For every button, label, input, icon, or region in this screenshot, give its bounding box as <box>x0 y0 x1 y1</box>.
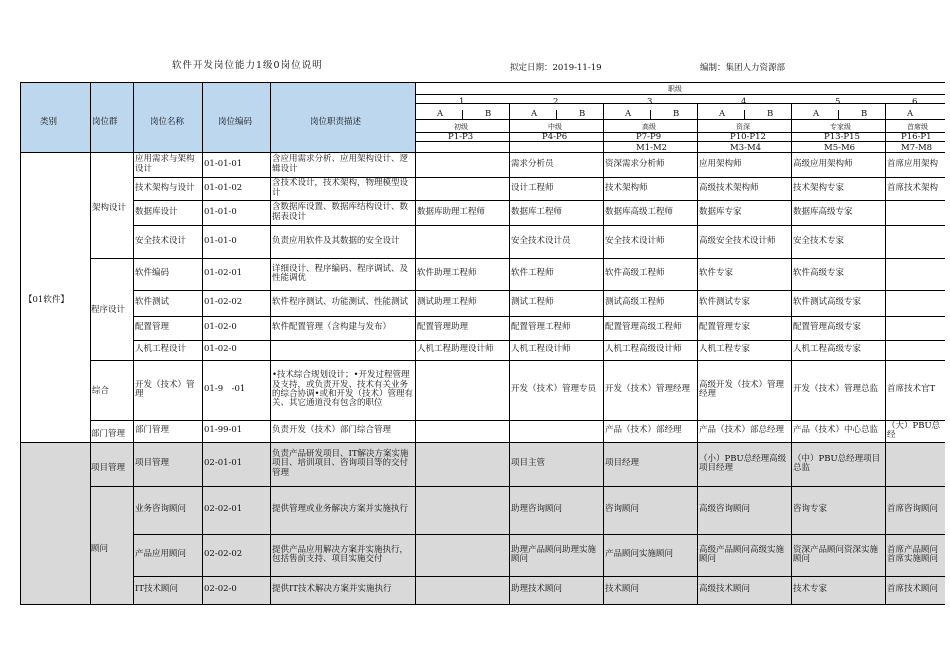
position-name: 部门管理 <box>135 425 170 436</box>
level6-title <box>887 340 944 360</box>
level-number: 4 <box>741 97 747 107</box>
level4-title: 应用架构师 <box>699 158 742 169</box>
position-code: 02-02-02 <box>204 549 243 560</box>
level6-title: 首席产品顾问首席实施顾问 <box>887 544 939 564</box>
level3-title: 产品顾问实施顾问 <box>605 549 674 560</box>
level1-title <box>417 225 508 258</box>
level5-title: 配置管理高级专家 <box>793 322 862 333</box>
level6-title: 首席咨询顾问 <box>887 504 939 515</box>
level3-title: 产品（技术）部经理 <box>605 425 682 436</box>
position-name: IT技术顾问 <box>135 584 179 595</box>
level6-title: 首席技术官T <box>887 384 936 395</box>
position-duty: 提供管理或业务解决方案并实施执行 <box>272 504 409 515</box>
level3-title: 技术顾问 <box>605 584 640 595</box>
position-name: 软件编码 <box>135 268 170 279</box>
level6-title <box>887 258 944 290</box>
position-name: 开发（技术）管理 <box>135 379 195 399</box>
position-duty: 负责产品研发项目、IT解决方案实施项目、培训项目、咨询项目等的交付管理 <box>272 448 409 478</box>
level-sub-b: B <box>673 109 680 119</box>
level3-title: 项目经理 <box>605 458 640 469</box>
position-code: 01-99-01 <box>204 425 243 436</box>
position-name: 技术架构与设计 <box>135 182 195 193</box>
header-group: 岗位群 <box>92 117 118 127</box>
position-code: 01-02-0 <box>204 322 237 333</box>
position-code: 01-9 -01 <box>204 384 246 395</box>
level5-title: 安全技术专家 <box>793 235 845 246</box>
level2-title: 数据库工程师 <box>511 206 563 217</box>
level1-title <box>417 420 508 442</box>
level6-title: （大）PBU总经 <box>887 420 941 440</box>
level5-title: 软件测试高级专家 <box>793 297 862 308</box>
position-name: 产品应用顾问 <box>135 549 187 560</box>
position-duty: 负责应用软件及其数据的安全设计 <box>272 235 400 246</box>
level4-title: 软件测试专家 <box>699 297 751 308</box>
level-grade: P7-P9 <box>636 132 662 142</box>
level5-title: 技术架构专家 <box>793 182 845 193</box>
level2-title: 开发（技术）管理专员 <box>511 384 597 395</box>
level-grade: P10-P12 <box>730 132 766 142</box>
level2-title: 测试工程师 <box>511 297 554 308</box>
level-title: 资深 <box>736 123 750 131</box>
level4-title: （小）PBU总经理高级项目经理 <box>699 453 787 473</box>
level-title: 高级 <box>642 123 656 131</box>
level6-title <box>887 225 944 258</box>
position-name: 软件测试 <box>135 297 170 308</box>
level1-title: 软件助理工程师 <box>417 268 477 279</box>
level1-title <box>417 152 508 177</box>
page-title: 软件开发岗位能力1级0岗位说明 <box>172 60 323 71</box>
header-duty: 岗位职责描述 <box>310 117 362 127</box>
level-sub-a: A <box>625 109 632 119</box>
level1-title: 数据库助理工程师 <box>417 206 486 217</box>
level-number: 6 <box>912 97 918 107</box>
level3-title: 测试高级工程师 <box>605 297 665 308</box>
group-consult: 顾问 <box>91 544 109 554</box>
level2-title: 人机工程设计师 <box>511 344 571 355</box>
position-name: 数据库设计 <box>135 206 178 217</box>
level5-title: 开发（技术）管理总监 <box>793 384 879 395</box>
level1-title <box>417 486 508 534</box>
level-mgrade: M1-M2 <box>636 143 668 153</box>
level-grade: P1-P3 <box>448 132 474 142</box>
position-duty: •技术综合规划设计；•开发过程管理及支持，或负责开发、技术有关业务的综合协调•或和开发（技术）管理有关、其它通道没有包含的职位 <box>272 370 414 409</box>
position-code: 01-01-01 <box>204 158 243 169</box>
position-duty: 含数据库设置、数据库结构设计、数据表设计 <box>272 202 409 222</box>
level4-title: 数据库专家 <box>699 206 742 217</box>
level3-title: 人机工程高级设计师 <box>605 344 682 355</box>
position-duty: 提供产品应用解决方案并实施执行，包括售前支持、项目实施交付 <box>272 544 409 564</box>
level1-title: 测试助理工程师 <box>417 297 477 308</box>
level5-title: 技术专家 <box>793 584 828 595</box>
header-code: 岗位编码 <box>218 117 253 127</box>
level4-title: 产品（技术）部总经理 <box>699 425 785 436</box>
position-duty: 提供IT技术解决方案并实施执行 <box>272 584 392 595</box>
level3-title: 配置管理高级工程师 <box>605 322 682 333</box>
position-code: 01-01-0 <box>204 235 237 246</box>
level-title: 中级 <box>548 123 562 131</box>
level3-title: 技术架构师 <box>605 182 648 193</box>
position-code: 01-01-02 <box>204 182 243 193</box>
level6-title <box>887 442 944 486</box>
position-code: 02-02-01 <box>204 504 243 515</box>
level1-title <box>417 177 508 200</box>
level-title: 初级 <box>454 123 468 131</box>
level2-title: 助理产品顾问助理实施顾问 <box>511 544 597 564</box>
level6-title <box>887 316 944 340</box>
position-name: 人机工程设计 <box>135 344 187 355</box>
level3-title: 安全技术设计师 <box>605 235 665 246</box>
level-mgrade: M3-M4 <box>730 143 762 153</box>
group-dept: 部门管理 <box>91 429 126 439</box>
level5-title: 人机工程高级专家 <box>793 344 862 355</box>
level4-title: 高级技术架构师 <box>699 182 759 193</box>
position-name: 业务咨询顾问 <box>135 504 187 515</box>
level-number: 2 <box>553 97 559 107</box>
position-name: 安全技术设计 <box>135 235 187 246</box>
level-mgrade: M5-M6 <box>824 143 856 153</box>
level2-title: 需求分析员 <box>511 158 554 169</box>
position-code: 01-02-0 <box>204 344 237 355</box>
level-sub-b: B <box>767 109 774 119</box>
position-code: 02-01-01 <box>204 458 243 469</box>
level-sub-a: A <box>437 109 444 119</box>
position-duty: 详细设计、程序编码、程序调试、及性能调优 <box>272 263 409 283</box>
level-title: 专家级 <box>830 123 851 131</box>
level3-title: 资深需求分析师 <box>605 158 665 169</box>
level-mgrade: M7-M8 <box>901 143 933 153</box>
level3-title: 数据库高级工程师 <box>605 206 674 217</box>
level-number: 5 <box>835 97 841 107</box>
level2-title: 软件工程师 <box>511 268 554 279</box>
position-duty: 含应用需求分析、应用架构设计、逻辑设计 <box>272 154 409 174</box>
group-pm: 项目管理 <box>91 463 126 473</box>
level-grade: P16-P1 <box>901 132 932 142</box>
level2-title: 助理技术顾问 <box>511 584 563 595</box>
level5-title: 产品（技术）中心总监 <box>793 425 879 436</box>
level6-title <box>887 200 944 225</box>
level4-title: 高级咨询顾问 <box>699 504 751 515</box>
level1-title: 人机工程助理设计师 <box>417 344 494 355</box>
position-name: 配置管理 <box>135 322 170 333</box>
level1-title: 配置管理助理 <box>417 322 469 333</box>
level-sub-a: A <box>813 109 820 119</box>
position-code: 02-02-0 <box>204 584 237 595</box>
position-duty <box>272 340 414 360</box>
issue-date: 拟定日期：2019-11-19 <box>510 63 602 73</box>
group-prog: 程序设计 <box>91 305 126 315</box>
level2-title: 项目主管 <box>511 458 546 469</box>
header-category: 类别 <box>40 117 58 127</box>
level1-title <box>417 576 508 604</box>
level6-title: 首席应用架构 <box>887 158 939 169</box>
level5-title: 咨询专家 <box>793 504 828 515</box>
level5-title: 资深产品顾问资深实施顾问 <box>793 544 879 564</box>
level6-title <box>887 290 944 316</box>
level5-title: 软件高级专家 <box>793 268 845 279</box>
level-sub-a: A <box>907 109 914 119</box>
level2-title: 安全技术设计员 <box>511 235 571 246</box>
position-duty: 软件程序测试、功能测试、性能测试 <box>272 297 409 308</box>
author: 编制：集团人力资源部 <box>700 63 786 73</box>
level1-title <box>417 442 508 486</box>
level-grade: P4-P6 <box>542 132 568 142</box>
level4-title: 高级安全技术设计师 <box>699 235 776 246</box>
level6-title: 首席技术顾问 <box>887 584 939 595</box>
level5-title: （中）PBU总经理项目总监 <box>793 453 881 473</box>
level-title: 首席级 <box>907 123 928 131</box>
level2-title: 助理咨询顾问 <box>511 504 563 515</box>
position-name: 项目管理 <box>135 458 170 469</box>
position-code: 01-01-0 <box>204 206 237 217</box>
level4-title: 高级技术顾问 <box>699 584 751 595</box>
position-code: 01-02-01 <box>204 268 243 279</box>
level2-title: 设计工程师 <box>511 182 554 193</box>
level4-title: 配置管理专家 <box>699 322 751 333</box>
level4-title: 高级产品顾问高级实施顾问 <box>699 544 785 564</box>
position-duty: 负责开发（技术）部门综合管理 <box>272 425 392 436</box>
level-sub-b: B <box>861 109 868 119</box>
level-sub-a: A <box>531 109 538 119</box>
level6-title: 首席技术架构 <box>887 182 939 193</box>
position-code: 01-02-02 <box>204 297 243 308</box>
level4-title: 软件专家 <box>699 268 734 279</box>
position-duty: 含技术设计，技术架构，物理模型设计 <box>272 178 409 198</box>
level5-title: 数据库高级专家 <box>793 206 853 217</box>
level-sub-a: A <box>719 109 726 119</box>
level5-title: 高级应用架构师 <box>793 158 853 169</box>
header-level-group: 职级 <box>668 85 682 93</box>
level4-title: 高级开发（技术）管理经理 <box>699 379 785 399</box>
level-grade: P13-P15 <box>824 132 860 142</box>
position-duty: 软件配置管理（含构建与发布） <box>272 322 392 333</box>
level3-title: 咨询顾问 <box>605 504 640 515</box>
level-sub-b: B <box>579 109 586 119</box>
level2-title: 配置管理工程师 <box>511 322 571 333</box>
header-position: 岗位名称 <box>150 117 185 127</box>
level-number: 3 <box>647 97 653 107</box>
level-sub-b: B <box>485 109 492 119</box>
level1-title <box>417 534 508 576</box>
group-general: 综合 <box>92 386 110 396</box>
group-arch: 架构设计 <box>92 203 127 213</box>
level3-title: 软件高级工程师 <box>605 268 665 279</box>
level2-title <box>511 420 602 442</box>
level4-title: 人机工程专家 <box>699 344 751 355</box>
position-name: 应用需求与架构设计 <box>135 154 195 174</box>
category-software: 【01软件】 <box>24 295 69 305</box>
level3-title: 开发（技术）管理经理 <box>605 384 691 395</box>
level1-title <box>417 360 508 420</box>
level-number: 1 <box>459 97 465 107</box>
